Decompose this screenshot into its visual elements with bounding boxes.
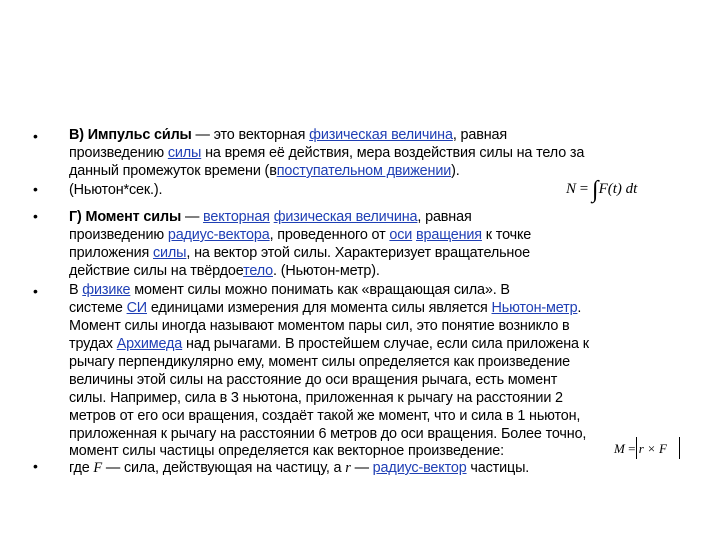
text: над рычагами. В простейшем случае, если сила приложена к (182, 336, 589, 352)
text: , проведенного от (269, 227, 390, 243)
text: действие силы на твёрдое (69, 263, 244, 279)
formula-body: F(t) dt (598, 181, 638, 197)
paragraph-last (69, 460, 529, 478)
formula-body: r × F (638, 441, 667, 456)
formula-bracket (636, 437, 680, 459)
link-body[interactable]: тело (243, 263, 273, 279)
link-radius-vector[interactable]: радиус-вектора (167, 227, 270, 243)
text: системе (69, 300, 127, 316)
link-force[interactable]: силы (167, 145, 202, 161)
paragraph-si-line-5: рычагу перпендикулярно ему, момент силы определяется как произведение (69, 354, 570, 370)
text: трудах (69, 336, 117, 352)
paragraph-moment-line-1 (69, 209, 472, 227)
link-physical-quantity[interactable]: физическая величина (309, 127, 453, 143)
link-physics[interactable]: физике (82, 282, 131, 298)
link-si[interactable]: СИ (126, 300, 147, 316)
symbol-radius: r (345, 460, 351, 476)
formula-lhs: M (614, 441, 625, 456)
paragraph-impulse-line-3 (69, 163, 460, 181)
paragraph-si-line-6: величины этой силы на расстояние до оси вращения рычага, есть момент (69, 372, 558, 388)
text: где (69, 460, 94, 476)
term-impulse: Импульс си́лы (87, 127, 192, 143)
paragraph-si-line-7: силы. Например, сила в 3 ньютона, приложенная к рычагу на расстоянии 2 (69, 390, 563, 406)
bullet: • (33, 458, 38, 474)
link-physical-quantity[interactable]: физическая величина (273, 209, 418, 225)
text: единицами измерения для момента силы является (147, 300, 492, 316)
link-vector[interactable]: векторная (203, 209, 270, 225)
link-rotation[interactable]: вращения (416, 227, 482, 243)
bullet: • (33, 208, 38, 224)
bullet: • (33, 128, 38, 144)
text: , равная (417, 209, 472, 225)
paragraph-impulse-line-1 (69, 127, 507, 145)
link-translational-motion[interactable]: поступательном движении (276, 163, 452, 179)
integral-sign: ∫ (591, 177, 599, 203)
paragraph-si-line-9: приложенная к рычагу на расстоянии 6 метров до оси вращения. Более точно, (69, 426, 587, 442)
paragraph-si-line-1 (69, 282, 510, 300)
text: — (181, 209, 204, 225)
link-force[interactable]: силы (153, 245, 187, 261)
formula-eq: = (624, 441, 639, 456)
text: произведению (69, 145, 168, 161)
text: данный промежуток времени (в (69, 163, 277, 179)
bullet: • (33, 181, 38, 197)
bullet: • (33, 283, 38, 299)
text: . (Ньютон-метр). (273, 263, 380, 279)
text: момент силы можно понимать как «вращающая сила». В (130, 282, 510, 298)
text: , на вектор этой силы. Характеризует вращательное (186, 245, 530, 261)
text: — (350, 460, 373, 476)
formula-impulse (566, 177, 638, 203)
paragraph-si-line-10: момент силы частицы определяется как векторное произведение: (69, 443, 504, 459)
text: произведению (69, 227, 168, 243)
item-letter: В) (69, 127, 88, 143)
paragraph-impulse-line-2 (69, 145, 584, 163)
text: частицы. (466, 460, 530, 476)
text: . (577, 300, 582, 316)
paragraph-si-line-8: метров от его оси вращения, создаёт такой же момент, что и сила в 1 ньютон, (69, 408, 581, 424)
paragraph-moment-line-2 (69, 227, 531, 245)
unit-newton-second: (Ньютон*сек.). (69, 182, 163, 198)
text: на время её действия, мера воздействия силы на тело за (201, 145, 585, 161)
link-axis[interactable]: оси (389, 227, 413, 243)
text: , равная (452, 127, 508, 143)
link-archimedes[interactable]: Архимеда (116, 336, 183, 352)
paragraph-si-line-3: Момент силы иногда называют моментом пары сил, это понятие возникло в (69, 318, 570, 334)
text: к точке (481, 227, 532, 243)
text: приложения (69, 245, 153, 261)
formula-lhs: N (566, 181, 577, 197)
paragraph-si-line-4 (69, 336, 589, 354)
formula-eq: = (576, 181, 592, 197)
paragraph-si-line-2 (69, 300, 581, 318)
link-newton-metre[interactable]: Ньютон-метр (491, 300, 578, 316)
text: — это векторная (191, 127, 310, 143)
text: ). (451, 163, 460, 179)
term-moment: Момент силы (85, 209, 182, 225)
link-radius-vector[interactable]: радиус-вектор (372, 460, 467, 476)
item-letter: Г) (69, 209, 86, 225)
text: — сила, действующая на частицу, а (102, 460, 346, 476)
text: В (69, 282, 83, 298)
symbol-force: F (93, 460, 103, 476)
paragraph-moment-line-3 (69, 245, 530, 263)
paragraph-moment-line-4 (69, 263, 380, 281)
